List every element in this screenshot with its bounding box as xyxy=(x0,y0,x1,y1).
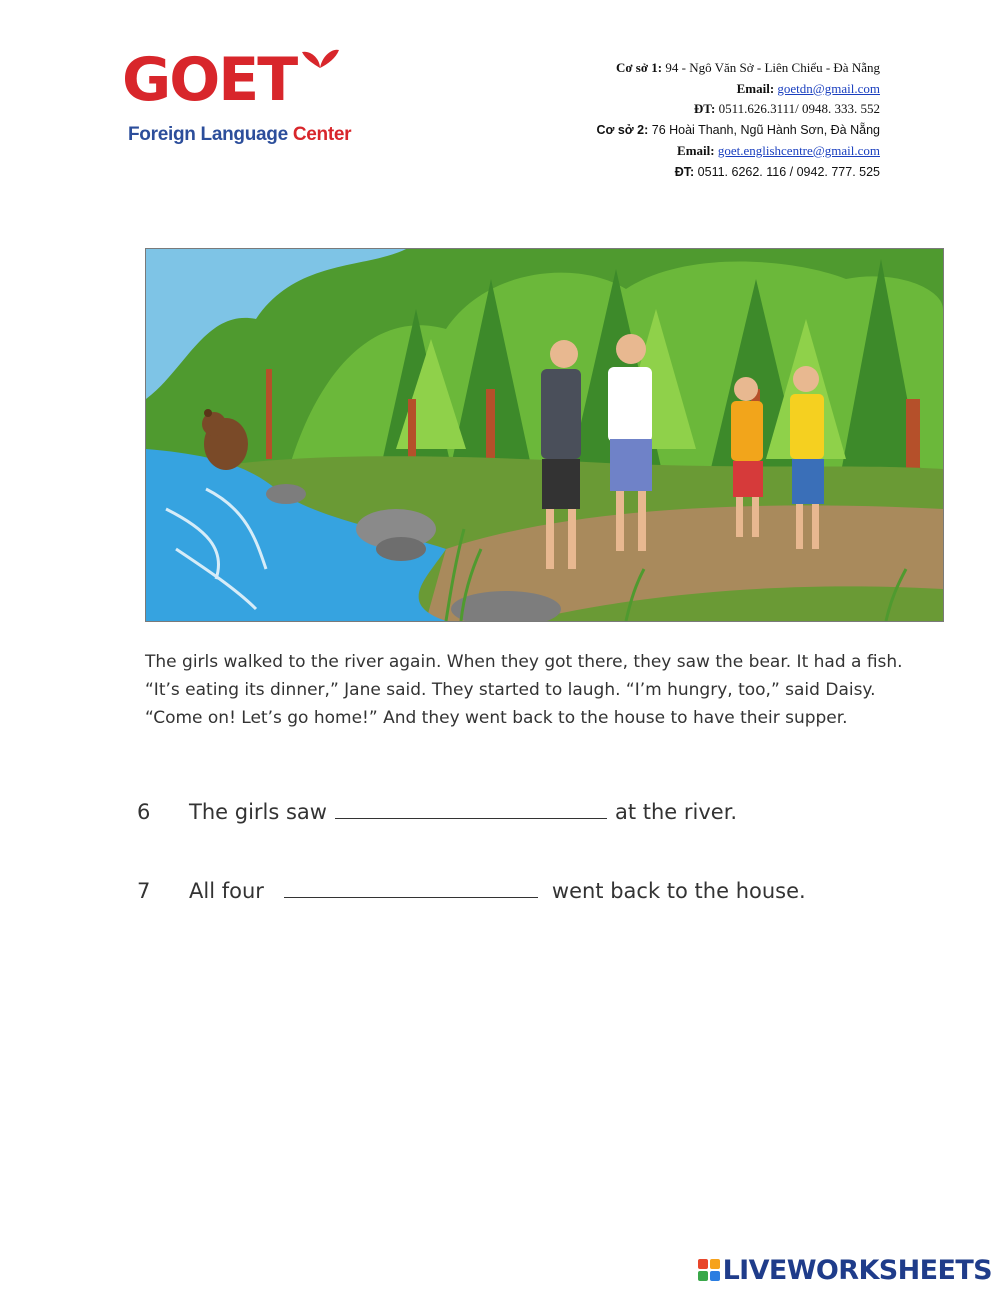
logo-wordmark: GOET xyxy=(122,45,297,115)
liveworksheets-logo-icon xyxy=(698,1259,720,1281)
logo-square xyxy=(698,1271,708,1281)
contact-phone-1 xyxy=(596,99,880,120)
question-text-before: All four xyxy=(189,879,264,903)
logo-subtitle-accent: Center xyxy=(292,124,352,145)
email-2-label: Email: xyxy=(677,142,715,158)
goet-logo xyxy=(122,45,352,150)
leaf-icon xyxy=(300,44,340,70)
branch-1-label: Cơ sở 1: xyxy=(615,60,663,75)
liveworksheets-watermark xyxy=(698,1254,992,1286)
phone-2-number: 0511. 6262. 116 / 0942. 777. 525 xyxy=(694,164,880,179)
story-illustration xyxy=(145,248,944,622)
question-text-after: at the river. xyxy=(614,800,738,824)
question-number: 7 xyxy=(137,879,151,903)
contact-branch-1 xyxy=(596,58,880,79)
contact-info xyxy=(596,58,880,182)
contact-email-2 xyxy=(596,141,880,162)
phone-2-label: ĐT: xyxy=(674,164,695,179)
forest-river-scene xyxy=(146,249,943,621)
question-7 xyxy=(137,877,806,903)
contact-phone-2 xyxy=(596,162,880,183)
email-1-link[interactable]: goetdn@gmail.com xyxy=(777,80,880,96)
branch-2-address: 76 Hoài Thanh, Ngũ Hành Sơn, Đà Nẵng xyxy=(648,123,880,138)
phone-1-label: ĐT: xyxy=(693,101,716,117)
branch-1-address: 94 - Ngô Văn Sở - Liên Chiểu - Đà Nẵng xyxy=(662,60,880,75)
logo-subtitle-main: Foreign Language xyxy=(128,124,293,145)
question-6 xyxy=(137,798,737,824)
contact-branch-2 xyxy=(596,120,880,141)
question-number: 6 xyxy=(137,800,151,824)
story-passage xyxy=(145,648,935,732)
logo-square xyxy=(698,1259,708,1269)
logo-square xyxy=(710,1259,720,1269)
phone-1-number: 0511.626.3111/ 0948. 333. 552 xyxy=(715,101,880,117)
story-text: The girls walked to the river again. When they got there, they saw the bear. It had a fish. “It’s eating its dinner,” Jane said. They started to laugh. “I’m hungry, too,” said Daisy. “Come on! Let’s go home!” And they went back to the house to have their supper. xyxy=(145,652,903,728)
logo-subtitle xyxy=(128,124,351,146)
answer-blank-6[interactable] xyxy=(335,798,607,819)
answer-blank-7[interactable] xyxy=(284,877,538,898)
question-text-after: went back to the house. xyxy=(551,879,806,903)
email-2-link[interactable]: goet.englishcentre@gmail.com xyxy=(717,142,880,158)
liveworksheets-text: LIVEWORKSHEETS xyxy=(722,1254,992,1286)
branch-2-label: Cơ sở 2: xyxy=(596,123,649,138)
logo-square xyxy=(710,1271,720,1281)
question-text-before: The girls saw xyxy=(189,800,327,824)
contact-email-1 xyxy=(596,79,880,100)
email-1-label: Email: xyxy=(736,80,775,96)
